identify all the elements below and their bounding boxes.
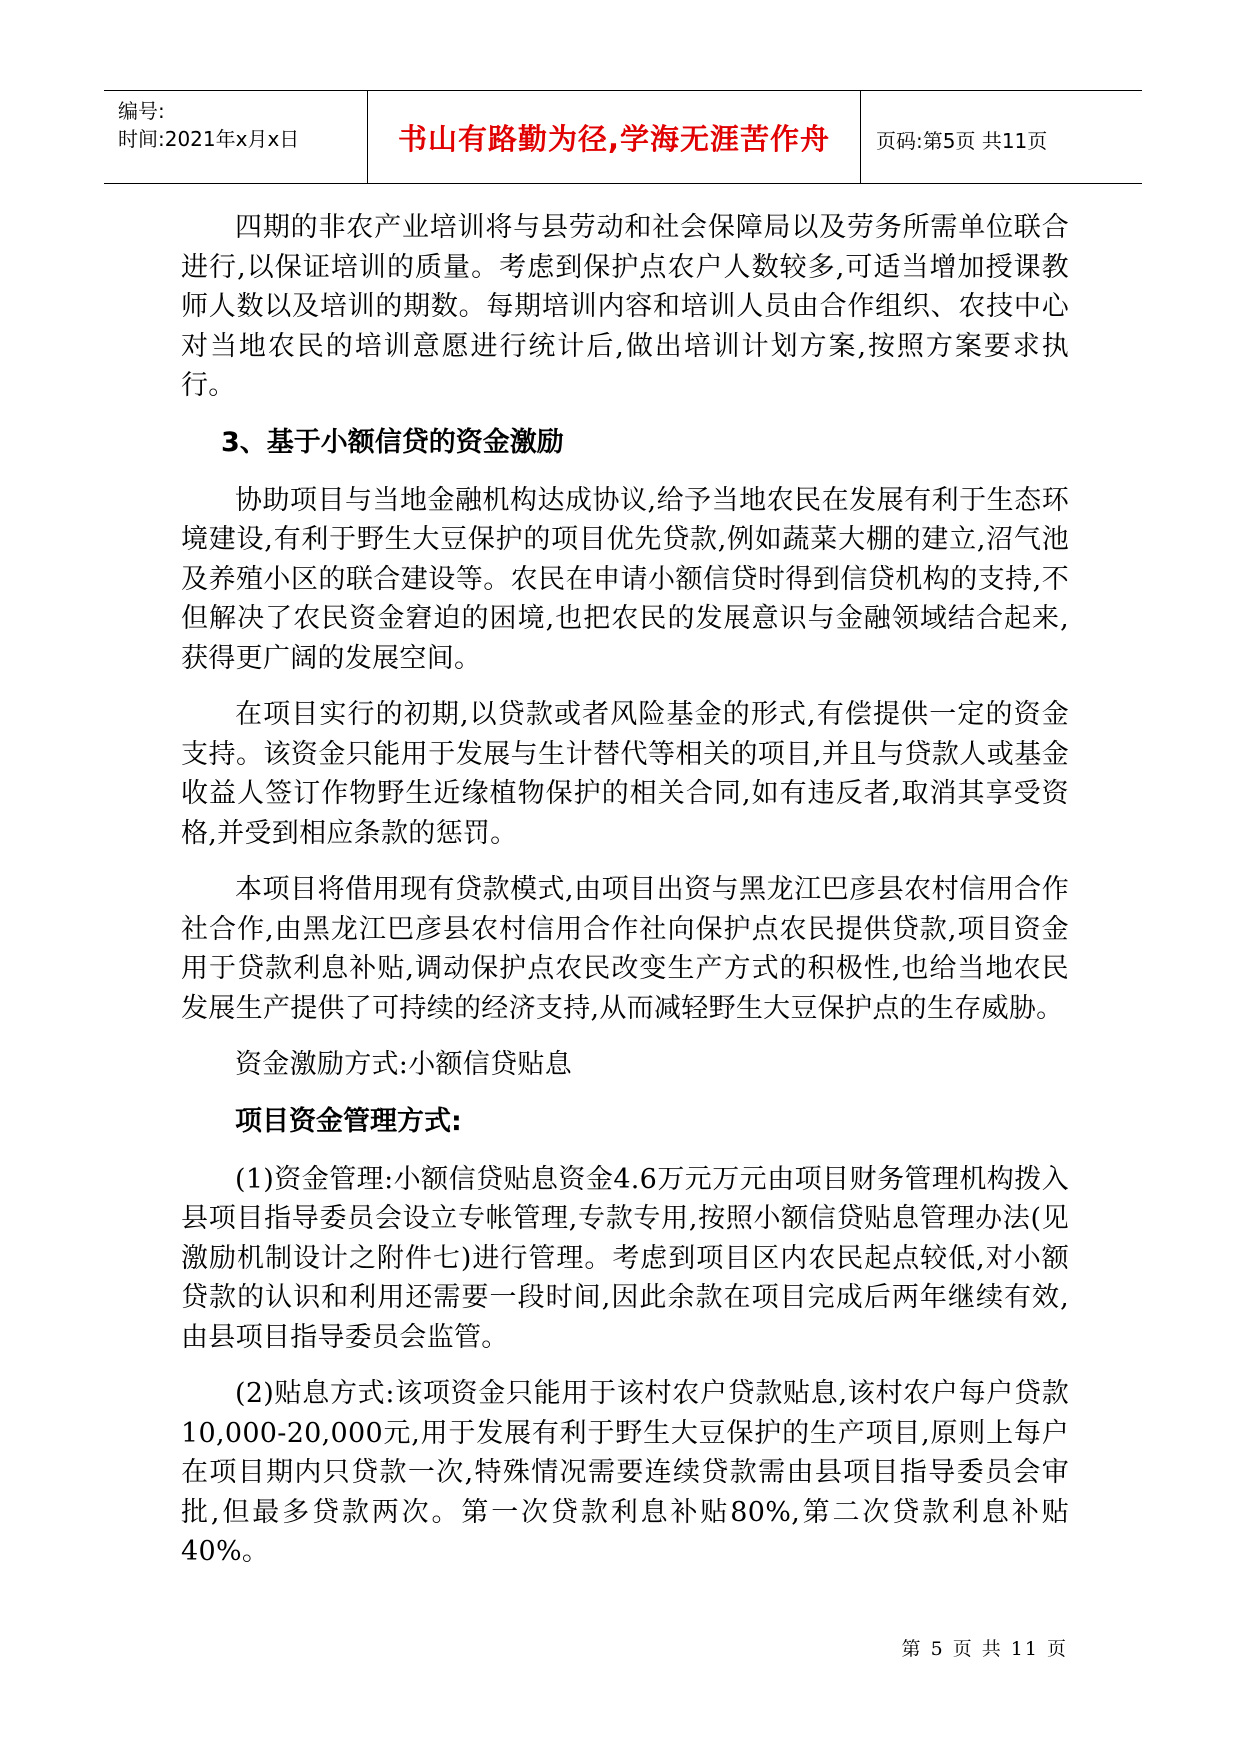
header-motto: 书山有路勤为径,学海无涯苦作舟: [397, 122, 831, 156]
paragraph: 协助项目与当地金融机构达成协议,给予当地农民在发展有利于生态环境建设,有利于野生大豆保护的项目优先贷款,例如蔬菜大棚的建立,沼气池及养殖小区的联合建设等。农民在申请小额信贷时得到信贷机构的支持,不但解决了农民资金窘迫的困境,也把农民的发展意识与金融领域结合起来,获得更广阔的发展空间。: [181, 484, 1069, 674]
header-info-cell: [104, 91, 368, 183]
paragraph: 四期的非农产业培训将与县劳动和社会保障局以及劳务所需单位联合进行,以保证培训的质量。考虑到保护点农户人数较多,可适当增加授课教师人数以及培训的期数。每期培训内容和培训人员由合作组织、农技中心对当地农民的培训意愿进行统计后,做出培训计划方案,按照方案要求执行。: [181, 212, 1069, 401]
document-number-label: 编号:: [118, 99, 165, 123]
header-motto-cell: [368, 91, 861, 183]
paragraph: 资金激励方式:小额信贷贴息: [235, 1049, 572, 1080]
section-heading: 3、基于小额信贷的资金激励: [221, 426, 564, 458]
header-page-cell: [862, 91, 1142, 183]
paragraph: (1)资金管理:小额信贷贴息资金4.6万元万元由项目财务管理机构拨入县项目指导委员会设立专帐管理,专款专用,按照小额信贷贴息管理办法(见激励机制设计之附件七)进行管理。考虑到项目区内农民起点较低,对小额贷款的认识和利用还需要一段时间,因此余款在项目完成后两年继续有效,由县项目指导委员会监管。: [181, 1163, 1069, 1353]
paragraph: (2)贴息方式:该项资金只能用于该村农户贷款贴息,该村农户每户贷款10,000-20,000元,用于发展有利于野生大豆保护的生产项目,原则上每户在项目期内只贷款一次,特殊情况需要连续贷款需由县项目指导委员会审批,但最多贷款两次。第一次贷款利息补贴80%,第二次贷款利息补贴40%。: [181, 1378, 1069, 1567]
document-body: [181, 208, 1069, 1589]
document-time-label: 时间:2021年x月x日: [118, 127, 300, 151]
header-page-code: 页码:第5页 共11页: [876, 129, 1048, 153]
paragraph: 在项目实行的初期,以贷款或者风险基金的形式,有偿提供一定的资金支持。该资金只能用于发展与生计替代等相关的项目,并且与贷款人或基金收益人签订作物野生近缘植物保护的相关合同,如有违反者,取消其享受资格,并受到相应条款的惩罚。: [181, 699, 1069, 849]
management-heading: 项目资金管理方式:: [235, 1105, 462, 1137]
page-footer: 第 5 页 共 11 页: [901, 1638, 1068, 1660]
page-header: [104, 90, 1142, 184]
paragraph: 本项目将借用现有贷款模式,由项目出资与黑龙江巴彦县农村信用合作社合作,由黑龙江巴彦县农村信用合作社向保护点农民提供贷款,项目资金用于贷款利息补贴,调动保护点农民改变生产方式的积极性,也给当地农民发展生产提供了可持续的经济支持,从而减轻野生大豆保护点的生存威胁。: [181, 874, 1069, 1024]
